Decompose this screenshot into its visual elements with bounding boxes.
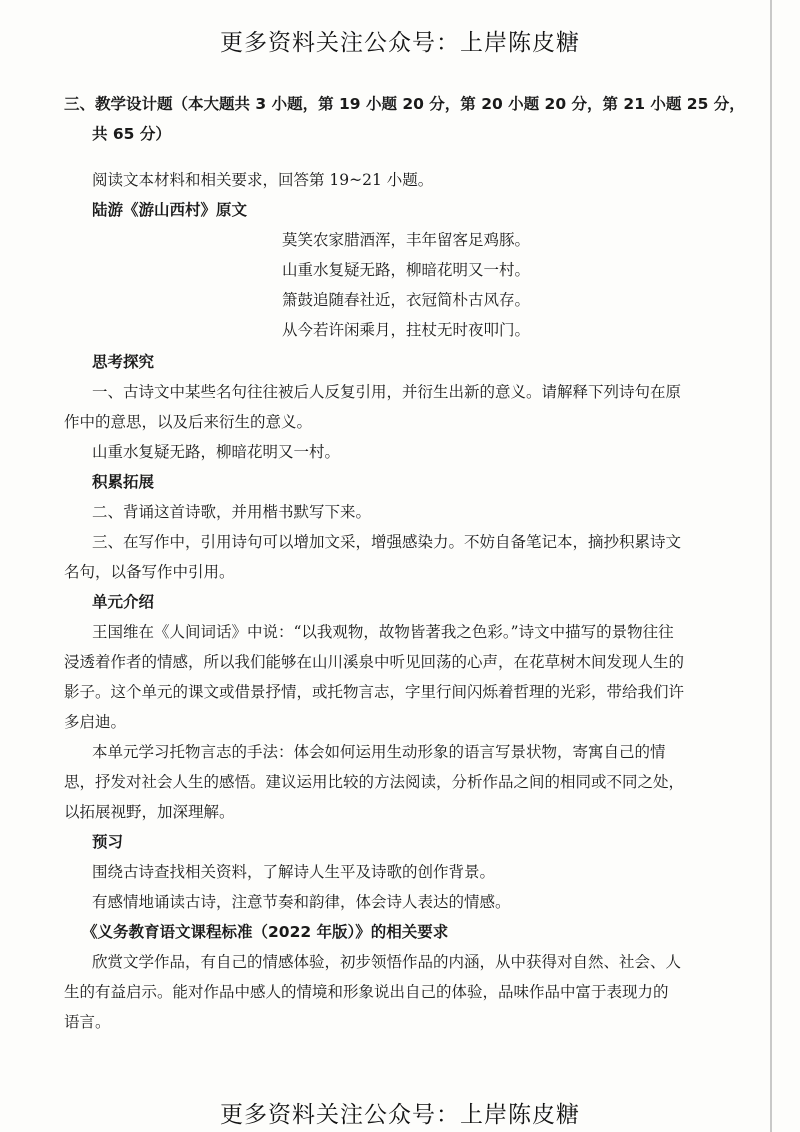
- accum-heading: 积累拓展: [92, 473, 155, 491]
- poem-line: 山重水复疑无路，柳暗花明又一村。: [282, 261, 531, 279]
- preview-heading: 预习: [92, 833, 124, 851]
- think-heading: 思考探究: [92, 353, 155, 371]
- unit-paragraph-2-line: 思，抒发对社会人生的感悟。建议运用比较的方法阅读，分析作品之间的相同或不同之处，: [64, 773, 685, 791]
- instruction-text: 阅读文本材料和相关要求，回答第 19~21 小题。: [92, 171, 434, 189]
- accum-question-3-line-1: 三、在写作中，引用诗句可以增加文采，增强感染力。不妨自备笔记本，摘抄积累诗文: [92, 533, 682, 551]
- think-quote: 山重水复疑无路，柳暗花明又一村。: [92, 443, 341, 461]
- unit-paragraph-1-line: 多启迪。: [64, 713, 127, 731]
- standard-paragraph-line: 语言。: [64, 1013, 111, 1031]
- section-title-line-1: 三、教学设计题（本大题共 3 小题，第 19 小题 20 分，第 20 小题 20 分，第 21 小题 25 分，: [64, 95, 745, 113]
- unit-paragraph-1-line: 浸透着作者的情感，所以我们能够在山川溪泉中听见回荡的心声，在花草树木间发现人生的: [64, 653, 685, 671]
- poem-line: 从今若许闲乘月，拄杖无时夜叩门。: [282, 321, 531, 339]
- section-title-line-2: 共 65 分）: [92, 125, 171, 143]
- footer-banner: 更多资料关注公众号：上岸陈皮糖: [220, 1102, 580, 1128]
- poem-heading: 陆游《游山西村》原文: [92, 201, 248, 219]
- standard-heading: 《义务教育语文课程标准（2022 年版）》的相关要求: [82, 923, 449, 941]
- preview-item-1: 围绕古诗查找相关资料，了解诗人生平及诗歌的创作背景。: [92, 863, 496, 881]
- standard-paragraph-line: 生的有益启示。能对作品中感人的情境和形象说出自己的体验，品味作品中富于表现力的: [64, 983, 669, 1001]
- preview-item-2: 有感情地诵读古诗，注意节奏和韵律，体会诗人表达的情感。: [92, 893, 511, 911]
- poem-line: 莫笑农家腊酒浑，丰年留客足鸡豚。: [282, 231, 531, 249]
- standard-paragraph-line: 欣赏文学作品，有自己的情感体验，初步领悟作品的内涵，从中获得对自然、社会、人: [92, 953, 682, 971]
- page-edge-shadow: [770, 0, 772, 1132]
- accum-question-2: 二、背诵这首诗歌，并用楷书默写下来。: [92, 503, 372, 521]
- unit-paragraph-2-line: 本单元学习托物言志的手法：体会如何运用生动形象的语言写景状物，寄寓自己的情: [92, 743, 666, 761]
- unit-paragraph-1-line: 王国维在《人间词话》中说：“以我观物，故物皆著我之色彩。”诗文中描写的景物往往: [92, 623, 674, 641]
- header-banner: 更多资料关注公众号：上岸陈皮糖: [220, 30, 580, 56]
- unit-paragraph-2-line: 以拓展视野，加深理解。: [64, 803, 235, 821]
- think-question-1-line-2: 作中的意思，以及后来衍生的意义。: [64, 413, 313, 431]
- think-question-1-line-1: 一、古诗文中某些名句往往被后人反复引用，并衍生出新的意义。请解释下列诗句在原: [92, 383, 682, 401]
- accum-question-3-line-2: 名句，以备写作中引用。: [64, 563, 235, 581]
- poem-line: 箫鼓追随春社近，衣冠简朴古风存。: [282, 291, 531, 309]
- unit-heading: 单元介绍: [92, 593, 155, 611]
- unit-paragraph-1-line: 影子。这个单元的课文或借景抒情，或托物言志，字里行间闪烁着哲理的光彩，带给我们许: [64, 683, 685, 701]
